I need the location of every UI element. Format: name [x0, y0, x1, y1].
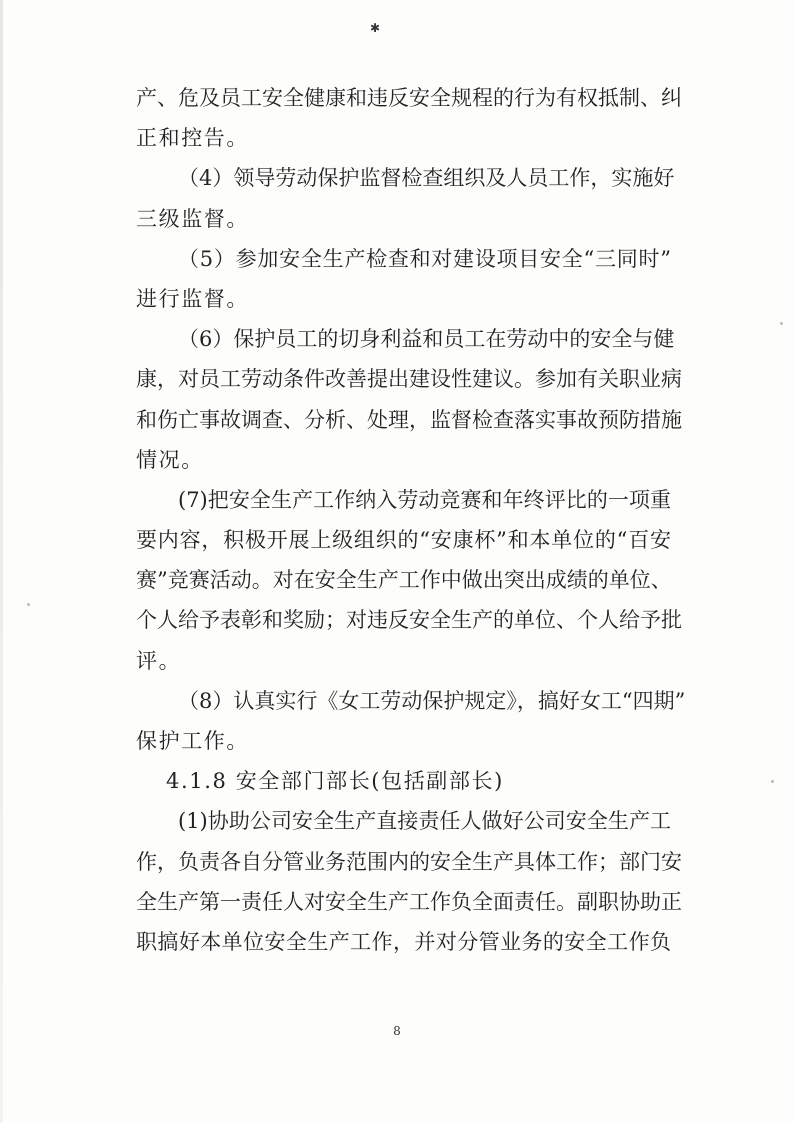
scan-dust-dot	[771, 780, 774, 783]
scan-dust-dot	[27, 603, 30, 606]
scan-mark-icon: ✱	[370, 21, 381, 35]
text-line: (1)协助公司安全生产直接责任人做好公司安全生产工	[178, 809, 671, 834]
text-line: 和伤亡事故调查、分析、处理，监督检查落实事故预防措施	[136, 407, 682, 432]
scan-dust-dot	[780, 322, 783, 325]
text-line: 作，负责各自分管业务范围内的安全生产具体工作；部门安	[136, 849, 682, 874]
text-line: 康，对员工劳动条件改善提出建设性建议。参加有关职业病	[136, 367, 682, 392]
text-line: 进行监督。	[136, 286, 249, 311]
page-number: 8	[393, 1024, 401, 1038]
text-line: 职搞好本单位安全生产工作，并对分管业务的安全工作负	[136, 929, 671, 954]
text-line: （4）领导劳动保护监督检查组织及人员工作，实施好	[178, 166, 675, 191]
text-line: 个人给予表彰和奖励；对违反安全生产的单位、个人给予批	[136, 608, 682, 633]
text-line: 全生产第一责任人对安全生产工作负全面责任。副职协助正	[136, 889, 682, 914]
text-line: 产、危及员工安全健康和违反安全规程的行为有权抵制、纠	[136, 86, 682, 110]
text-line: 正和控告。	[136, 126, 249, 151]
text-line: 赛”竞赛活动。对在安全生产工作中做出突出成绩的单位、	[136, 568, 672, 593]
text-line: （5）参加安全生产检查和对建设项目安全“三同时”	[178, 246, 671, 271]
section-heading: 4.1.8 安全部门部长(包括副部长)	[166, 769, 504, 794]
text-line: 要内容，积极开展上级组织的“安康杯”和本单位的“百安	[136, 528, 671, 553]
text-line: 三级监督。	[136, 206, 249, 231]
text-line: 保护工作。	[136, 729, 249, 753]
text-line: 评。	[136, 648, 182, 673]
text-line: (7)把安全生产工作纳入劳动竞赛和年终评比的一项重	[178, 487, 671, 512]
scan-left-edge	[0, 0, 3, 1123]
text-line: （6）保护员工的切身利益和员工在劳动中的安全与健	[178, 327, 675, 352]
text-line: （8）认真实行《女工劳动保护规定》，搞好女工“四期”	[178, 688, 686, 713]
text-line: 情况。	[136, 447, 204, 472]
body-text	[136, 78, 686, 962]
